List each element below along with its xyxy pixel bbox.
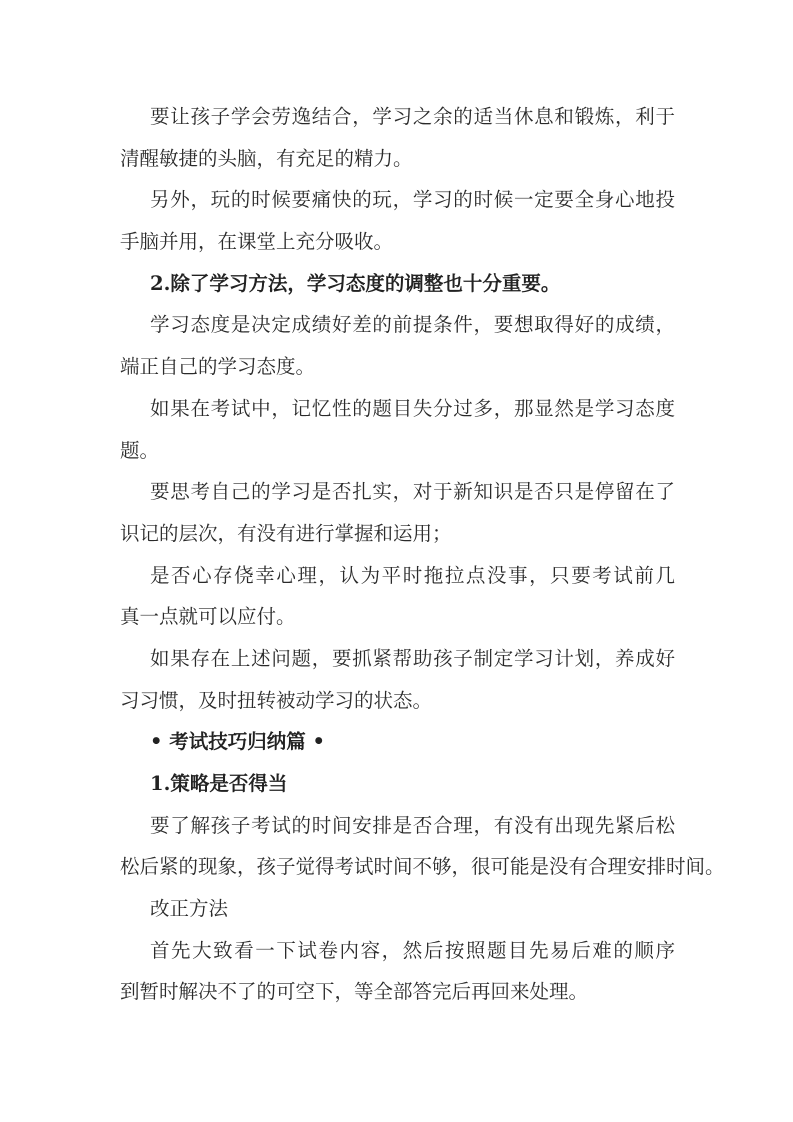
text-line: 识记的层次，有没有进行掌握和运用； — [120, 521, 452, 545]
text-line: 要让孩子学会劳逸结合，学习之余的适当休息和锻炼，利于 — [150, 105, 675, 128]
paragraph — [120, 304, 675, 387]
text-line: 习习惯，及时扭转被动学习的状态。 — [120, 688, 433, 712]
text-line: 2.除了学习方法，学习态度的调整也十分重要。 — [150, 271, 561, 295]
text-line: 要了解孩子考试的时间安排是否合理，有没有出现先紧后松 — [150, 813, 675, 837]
paragraph — [120, 179, 675, 262]
text-line: 如果存在上述问题，要抓紧帮助孩子制定学习计划，养成好 — [150, 646, 675, 670]
paragraph — [120, 638, 675, 721]
paragraph — [120, 471, 675, 554]
text-line: • 考试技巧归纳篇 • — [150, 730, 326, 754]
text-line: 真一点就可以应付。 — [120, 605, 296, 629]
paragraph — [120, 555, 675, 638]
text-line: 是否心存侥幸心理，认为平时拖拉点没事，只要考试前几 — [150, 563, 675, 587]
paragraph — [120, 388, 675, 471]
paragraph — [120, 96, 675, 179]
text-line: 手脑并用，在课堂上充分吸收。 — [120, 230, 394, 254]
document-body — [120, 96, 725, 1013]
text-line: 端正自己的学习态度。 — [120, 355, 316, 379]
text-line: 另外，玩的时候要痛快的玩，学习的时候一定要全身心地投 — [150, 188, 675, 212]
paragraph — [120, 805, 725, 888]
heading-paragraph — [120, 721, 675, 763]
text-line: 题。 — [120, 438, 160, 462]
text-line: 松后紧的现象，孩子觉得考试时间不够，很可能是没有合理安排时间。 — [120, 855, 725, 879]
text-line: 如果在考试中，记忆性的题目失分过多，那显然是学习态度 — [150, 396, 675, 420]
paragraph — [120, 888, 675, 930]
text-line: 学习态度是决定成绩好差的前提条件，要想取得好的成绩， — [150, 313, 675, 337]
heading-paragraph — [120, 263, 675, 305]
text-line: 要思考自己的学习是否扎实，对于新知识是否只是停留在了 — [150, 480, 675, 504]
text-line: 改正方法 — [150, 897, 229, 921]
text-line: 到暂时解决不了的可空下，等全部答完后再回来处理。 — [120, 980, 589, 1004]
paragraph — [120, 930, 675, 1013]
text-line: 首先大致看一下试卷内容，然后按照题目先易后难的顺序 — [150, 938, 675, 962]
heading-paragraph — [120, 763, 675, 805]
text-line: 1.策略是否得当 — [150, 772, 288, 795]
text-line: 清醒敏捷的头脑，有充足的精力。 — [120, 146, 413, 170]
